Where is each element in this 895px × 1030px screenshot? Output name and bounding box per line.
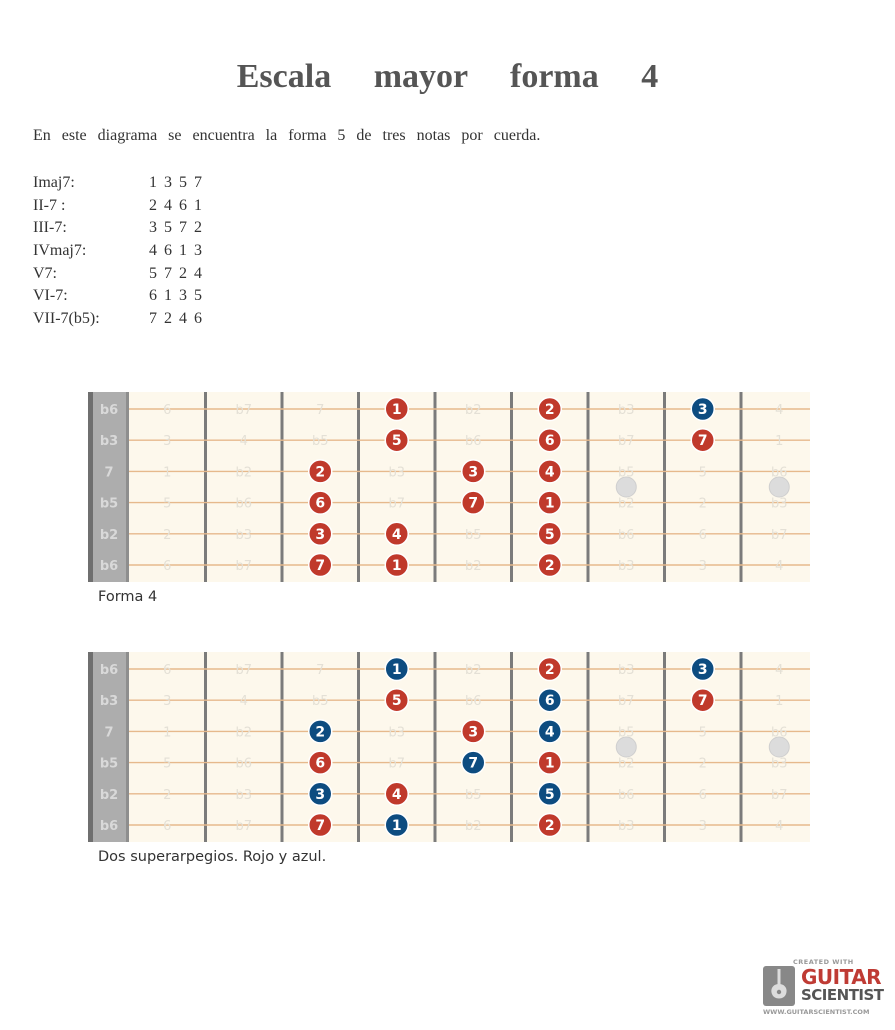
interval-label: b2 (464, 819, 482, 834)
guitar-scientist-logo (761, 958, 885, 1020)
interval-label: b7 (235, 403, 253, 418)
interval-label: 6 (163, 819, 172, 834)
open-string-label: b6 (99, 663, 119, 678)
note-marker (309, 751, 332, 774)
chord-row (33, 172, 202, 195)
nut-line (126, 652, 129, 842)
chord-notes: 2 4 6 1 (149, 196, 202, 214)
chord-list (33, 172, 202, 331)
interval-label: 5 (698, 725, 707, 741)
nut-area (88, 392, 129, 582)
fret-line (740, 392, 743, 582)
note-label: 1 (391, 818, 402, 834)
note-label: 5 (544, 526, 555, 543)
note-marker (538, 658, 561, 681)
interval-label: 1 (163, 465, 172, 481)
fret-line (510, 652, 513, 842)
note-label: 3 (468, 464, 479, 481)
open-string-label: b3 (99, 694, 119, 710)
interval-label: b3 (235, 527, 253, 543)
interval-label: 3 (163, 694, 172, 710)
note-label: 3 (468, 724, 479, 741)
chord-row (33, 195, 202, 218)
interval-label: b6 (464, 694, 482, 710)
note-label: 7 (697, 433, 708, 450)
note-marker (462, 751, 485, 774)
interval-label: b6 (770, 725, 788, 741)
note-marker (462, 720, 485, 743)
fretboard-diagram-forma-4 (88, 392, 810, 582)
chord-row (33, 217, 202, 240)
fret-line (357, 652, 360, 842)
note-label: 7 (468, 495, 479, 512)
open-string-label: 7 (104, 725, 114, 741)
interval-label: b3 (617, 403, 635, 418)
interval-label: 5 (163, 496, 172, 512)
note-label: 1 (391, 662, 402, 678)
note-label: 6 (315, 495, 326, 512)
chord-name: III-7: (33, 219, 67, 237)
chord-name: VI-7: (33, 287, 68, 305)
note-label: 3 (697, 402, 708, 418)
interval-label: b6 (617, 787, 635, 803)
fret-line (204, 392, 207, 582)
interval-label: b5 (617, 465, 635, 481)
note-marker (691, 398, 714, 421)
interval-label: b2 (617, 496, 635, 512)
note-marker (385, 522, 408, 545)
interval-label: b3 (770, 496, 788, 512)
interval-label: 7 (316, 663, 325, 678)
interval-label: 3 (698, 559, 707, 574)
note-label: 4 (544, 464, 555, 481)
note-marker (309, 522, 332, 545)
open-string-label: b6 (99, 819, 119, 834)
note-label: 6 (544, 433, 555, 450)
interval-label: b3 (617, 559, 635, 574)
chord-row (33, 308, 202, 331)
note-marker (385, 429, 408, 452)
fret-line (281, 392, 284, 582)
nut-line (126, 392, 129, 582)
interval-label: b6 (464, 434, 482, 450)
logo-created-text: CREATED WITH (793, 958, 854, 966)
interval-label: b7 (617, 694, 635, 710)
note-marker (385, 554, 408, 577)
note-marker (691, 689, 714, 712)
interval-label: 4 (239, 694, 248, 710)
logo-guitar-text: GUITAR (801, 965, 882, 989)
note-label: 1 (391, 558, 402, 574)
note-marker (538, 720, 561, 743)
note-label: 7 (315, 558, 326, 574)
fret-line (663, 652, 666, 842)
interval-label: 1 (163, 725, 172, 741)
note-label: 6 (544, 693, 555, 710)
interval-label: 6 (163, 663, 172, 678)
logo-url-text: WWW.GUITARSCIENTIST.COM (763, 1008, 870, 1016)
fret-line (663, 392, 666, 582)
note-label: 7 (468, 755, 479, 772)
chord-name: II-7 : (33, 196, 66, 214)
chord-row (33, 263, 202, 286)
nut-edge (88, 392, 93, 582)
interval-label: b6 (235, 756, 253, 772)
note-label: 1 (391, 402, 402, 418)
note-marker (538, 782, 561, 805)
note-marker (538, 554, 561, 577)
interval-label: 1 (775, 434, 784, 450)
note-marker (385, 814, 408, 837)
interval-label: 5 (698, 465, 707, 481)
interval-label: b5 (311, 434, 329, 450)
note-marker (691, 429, 714, 452)
note-marker (691, 658, 714, 681)
interval-label: 4 (775, 819, 784, 834)
interval-label: 5 (163, 756, 172, 772)
interval-label: b2 (464, 559, 482, 574)
note-label: 1 (544, 755, 555, 772)
interval-label: 4 (775, 663, 784, 678)
open-string-label: b2 (99, 527, 119, 543)
interval-label: 3 (698, 819, 707, 834)
interval-label: 4 (239, 434, 248, 450)
interval-label: b6 (235, 496, 253, 512)
open-string-label: b3 (99, 434, 119, 450)
note-label: 2 (315, 724, 326, 741)
note-marker (462, 491, 485, 514)
note-marker (538, 689, 561, 712)
interval-label: 6 (698, 527, 707, 543)
diagram-caption: Dos superarpegios. Rojo y azul. (98, 849, 327, 865)
chord-notes: 5 7 2 4 (149, 264, 202, 282)
chord-notes: 1 3 5 7 (149, 174, 202, 191)
note-label: 5 (391, 433, 402, 450)
page-title: Escala mayor forma 4 (236, 58, 659, 95)
note-label: 2 (544, 818, 555, 834)
fret-line (740, 652, 743, 842)
interval-label: b2 (235, 465, 253, 481)
note-marker (538, 751, 561, 774)
interval-label: b3 (235, 787, 253, 803)
note-marker (538, 398, 561, 421)
interval-label: b7 (235, 559, 253, 574)
interval-label: b3 (388, 725, 406, 741)
interval-label: b3 (617, 819, 635, 834)
interval-label: 2 (698, 496, 707, 512)
interval-label: b3 (388, 465, 406, 481)
interval-label: b2 (235, 725, 253, 741)
chord-name: VII-7(b5): (33, 310, 100, 328)
interval-label: b6 (617, 527, 635, 543)
chord-name: Imaj7: (33, 174, 75, 191)
interval-label: b7 (235, 819, 253, 834)
fret-line (434, 392, 437, 582)
note-label: 6 (315, 755, 326, 772)
note-label: 4 (391, 786, 402, 803)
note-label: 7 (697, 693, 708, 710)
open-string-label: b5 (99, 756, 119, 772)
interval-label: b3 (617, 663, 635, 678)
note-label: 2 (315, 464, 326, 481)
chord-notes: 4 6 1 3 (149, 242, 202, 260)
interval-label: 6 (163, 403, 172, 418)
note-marker (385, 782, 408, 805)
note-label: 1 (544, 495, 555, 512)
interval-label: 3 (163, 434, 172, 450)
interval-label: 6 (698, 787, 707, 803)
chord-notes: 3 5 7 2 (149, 219, 202, 237)
interval-label: b7 (388, 496, 406, 512)
interval-label: 7 (316, 403, 325, 418)
interval-label: b6 (770, 465, 788, 481)
note-label: 5 (391, 693, 402, 710)
interval-label: b7 (770, 527, 788, 543)
note-label: 7 (315, 818, 326, 834)
fretboard-diagram-superarpegios (88, 652, 810, 842)
intro-text: En este diagrama se encuentra la forma 5 de tres notas por cuerda. (33, 127, 541, 144)
note-marker (385, 689, 408, 712)
interval-label: b5 (617, 725, 635, 741)
note-marker (538, 814, 561, 837)
chord-name: V7: (33, 264, 57, 282)
note-label: 4 (544, 724, 555, 741)
diagram-caption: Forma 4 (98, 589, 158, 605)
note-label: 3 (315, 786, 326, 803)
interval-label: 2 (698, 756, 707, 772)
note-marker (309, 720, 332, 743)
note-marker (309, 782, 332, 805)
open-string-label: b6 (99, 403, 119, 418)
interval-label: b3 (770, 756, 788, 772)
interval-label: b5 (464, 787, 482, 803)
note-label: 5 (544, 786, 555, 803)
note-marker (538, 429, 561, 452)
interval-label: b2 (617, 756, 635, 772)
open-string-label: b6 (99, 559, 119, 574)
note-marker (309, 554, 332, 577)
interval-label: 1 (775, 694, 784, 710)
note-marker (538, 522, 561, 545)
note-marker (309, 460, 332, 483)
note-label: 4 (391, 526, 402, 543)
fret-line (510, 392, 513, 582)
fret-line (587, 652, 590, 842)
open-string-label: b2 (99, 787, 119, 803)
note-marker (385, 658, 408, 681)
note-label: 2 (544, 662, 555, 678)
note-marker (462, 460, 485, 483)
note-label: 3 (315, 526, 326, 543)
chord-row (33, 240, 202, 263)
fret-line (587, 392, 590, 582)
interval-label: 2 (163, 527, 172, 543)
note-marker (385, 398, 408, 421)
logo-scientist-text: SCIENTIST (801, 986, 884, 1004)
interval-label: 4 (775, 403, 784, 418)
chord-notes: 7 2 4 6 (149, 310, 202, 328)
guitar-scientist-logo-mark-icon (761, 966, 797, 1006)
chord-name: IVmaj7: (33, 242, 87, 260)
nut-area (88, 652, 129, 842)
interval-label: 6 (163, 559, 172, 574)
interval-label: b2 (464, 403, 482, 418)
nut-edge (88, 652, 93, 842)
note-label: 3 (697, 662, 708, 678)
interval-label: b7 (388, 756, 406, 772)
interval-label: b5 (311, 694, 329, 710)
note-marker (309, 491, 332, 514)
note-marker (538, 460, 561, 483)
interval-label: b7 (235, 663, 253, 678)
interval-label: 2 (163, 787, 172, 803)
fret-line (434, 652, 437, 842)
interval-label: b2 (464, 663, 482, 678)
note-marker (538, 491, 561, 514)
fret-line (357, 392, 360, 582)
interval-label: 4 (775, 559, 784, 574)
chord-row (33, 285, 202, 308)
interval-label: b7 (617, 434, 635, 450)
interval-label: b7 (770, 787, 788, 803)
open-string-label: b5 (99, 496, 119, 512)
note-label: 2 (544, 402, 555, 418)
fret-line (204, 652, 207, 842)
note-label: 2 (544, 558, 555, 574)
open-string-label: 7 (104, 465, 114, 481)
interval-label: b5 (464, 527, 482, 543)
fret-line (281, 652, 284, 842)
chord-notes: 6 1 3 5 (149, 287, 202, 305)
note-marker (309, 814, 332, 837)
